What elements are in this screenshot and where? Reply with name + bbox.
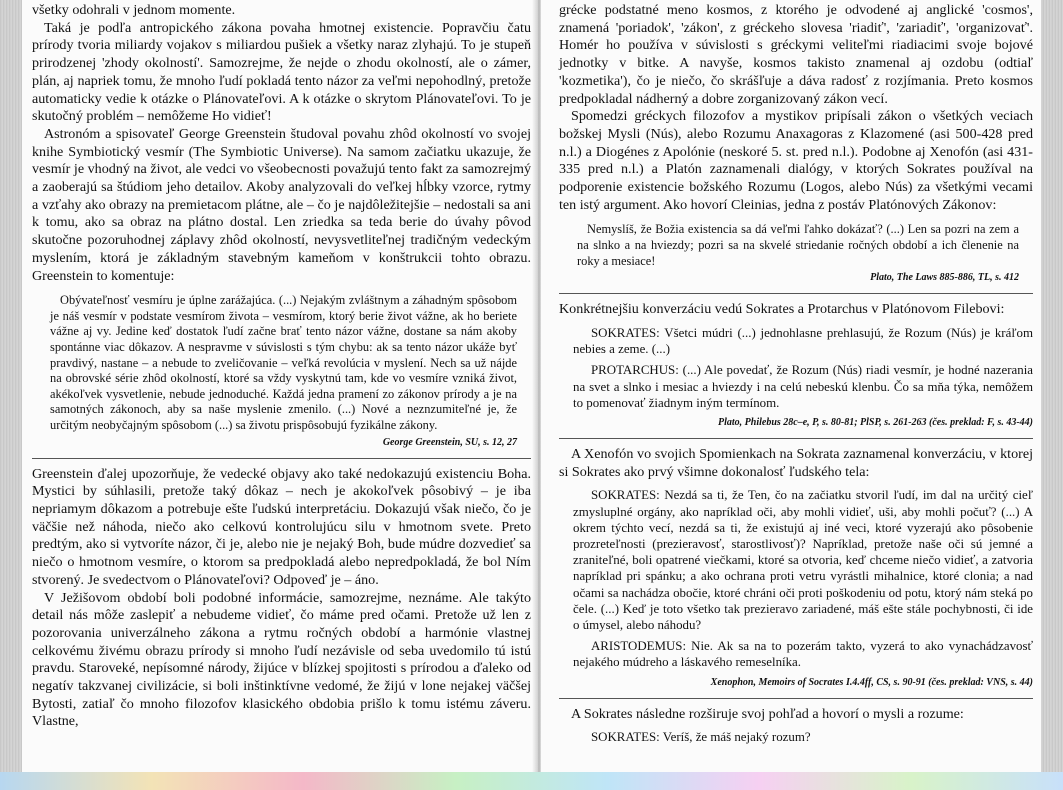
paragraph: Greenstein ďalej upozorňuje, že vedecké objavy ako také nedokazujú existenciu Boha. Mystici by súhlasili, pretože taký dôkaz – nech je akokoľvek pôsobivý – je iba nepriamym dôkazom a potrebuje ešte ľudskú interpretáciu. Dokazujú však niečo, čo je väčšie než náhoda, niečo ako celkovú kontrolujúcu silu v hmotnom svete. Preto predtým, ako si vytvoríte názor, či je, alebo nie je nejaký Boh, bude múdre dozvedieť sa niečo o hmotnom vesmíre, o ktorom sa predpokladá alebo nepredpokladá, že bol Ním stvorený. Je svedectvom o Plánovateľovi? Odpoveď je – áno. (32, 465, 531, 588)
paragraph: Taká je podľa antropického zákona povaha hmotnej existencie. Popravčiu čatu prírody tvoria miliardy vojakov s miliardou pušiek a všetky naraz zlyhajú. To je stupeň prirodzenej 'zhody okolností'. Samozrejme, že nejde o zhodu okolností, ale o zámer, plán, aj napriek tomu, že mnoho ľudí pokladá tento názor za veľmi nepohodlný, pretože automaticky vedie k otázke o Plánovateľovi. A k otázke o skrytom Plánovateľovi. To je skutočný problém – nemôžeme Ho vidieť! (32, 19, 531, 125)
paragraph: Astronóm a spisovateľ George Greenstein študoval povahu zhôd okolností vo svojej knihe Symbiotický vesmír (The Symbiotic Universe). Na samom začiatku ukazuje, že vesmír je vhodný na život, ale vedci vo všeobecnosti považujú tento fakt za samozrejmý a zaoberajú sa štúdiom jeho detailov. Akoby analyzovali do veľkej hĺbky vzorce, rytmy a vzťahy ako obrazy na premietacom plátne, ale – čo je najdôležitejšie – nedostali sa ani k tomu, ako sa obraz na plátno dostal. Len zriedka sa teda berie do úvahy pôvod skutočne pozoruhodnej záplavy zhôd okolností, nevysvetliteľnej tradičným vedeckým myslením, ktorá je základným stavebným kameňom v konštrukcii tohto obrazu. Greenstein to komentuje: (32, 125, 531, 284)
dialogue-citation: Plato, Philebus 28c–e, P, s. 80-81; PlSP, s. 261-263 (čes. preklad: F, s. 43-44) (718, 416, 1033, 428)
divider (559, 293, 1033, 294)
quote-citation: George Greenstein, SU, s. 12, 27 (382, 436, 517, 448)
dialogue-line: SOKRATES: Veríš, že máš nejaký rozum? (591, 730, 811, 745)
paragraph: A Xenofón vo svojich Spomienkach na Sokrata zaznamenal konverzáciu, v ktorej si Sokrates ako prvý všimne dokonalosť ľudského tela: (559, 445, 1033, 480)
dialogue-line: PROTARCHUS: (...) Ale povedať, že Rozum (Nús) riadi vesmír, je hodné nazerania na svet a slnko i mesiac a hviezdy i na celú nebeskú klenbu. Čo sa mňa týka, nemôžem to pomenovať žiadnym iným termínom. (573, 363, 1033, 410)
dialogue-block (573, 325, 1033, 430)
paragraph: V Ježišovom období boli podobné informácie, samozrejme, neznáme. Ale takýto detail nás môže zaslepiť a nebudeme vidieť, čo máme pred očami. Pretože už len z pozorovania univerzálneho zákona a rytmu ročných období a harmónie vlastnej celkovému živému obrazu prírody si mnoho ľudí nezávisle od seba uvedomilo tú istú pravdu. Staroveké, nepísomné národy, žijúce v blízkej spojitosti s prírodou a ďaleko od negatív takzvanej civilizácie, si boli inštinktívne vedomé, že žijú v lone nejakej väčšej Bytosti, zatiaľ čo mnoho filozofov klasického obdobia prišlo k tomu istému záveru. Vlastne, (32, 589, 531, 730)
right-page-text (559, 2, 1033, 750)
divider (559, 698, 1033, 699)
right-page (541, 0, 1041, 772)
quote-text: Nemyslíš, že Božia existencia sa dá veľmi ľahko dokázať? (...) Len sa pozri na zem a na slnko a na hviezdy; pozri sa na skvelé striedanie ročných období a ich členenie na roky a mesiace! (577, 222, 1019, 268)
paragraph: Konkrétnejšiu konverzáciu vedú Sokrates a Protarchus v Platónovom Filebovi: (559, 301, 1005, 318)
dialogue-block (573, 487, 1033, 689)
block-quote (50, 293, 517, 449)
paragraph: A Sokrates následne rozširuje svoj pohľad a hovorí o mysli a rozume: (571, 705, 964, 722)
left-page (22, 0, 537, 772)
paragraph: všetky odohrali v jednom momente. (32, 2, 236, 18)
left-page-text (32, 2, 531, 731)
paragraph: grécke podstatné meno kosmos, z ktorého je odvodené aj anglické 'cosmos', znamená 'poriadok', 'zákon', z gréckeho slovesa 'riadiť', 'zariadiť', 'organizovať'. Homér ho používa v súvislosti s gréckymi veliteľmi riadiacimi svoje bojové jednotky v bitke. A navyše, kosmos takisto znamenal aj ozdobu (odtiaľ 'kozmetika'), čo je niečo, čo skrášľuje a dáva radosť z rozjímania. Preto kosmos predpokladal nádherný a dobre zorganizovaný zákon vecí. (559, 2, 1033, 107)
dialogue-citation: Xenophon, Memoirs of Socrates I.4.4ff, CS, s. 90-91 (čes. preklad: VNS, s. 44) (710, 676, 1033, 688)
dialogue-line: SOKRATES: Všetci múdri (...) jednohlasne prehlasujú, že Rozum (Nús) je kráľom nebies a zeme. (...) (573, 325, 1033, 357)
block-quote (577, 222, 1019, 285)
paragraph: Spomedzi gréckych filozofov a mystikov pripísali zákon o všetkých veciach božskej Mysli (Nús), alebo Rozumu Anaxagoras z Klazomené (asi 500-428 pred n.l.) a Diogénes z Apolónie (neskoré 5. st. pred n.l.). Podobne aj Xenofón (asi 431-335 pred n.l.) a Platón zaznamenali dialógy, v ktorých Sokrates používal na podporenie existencie božského Rozumu (Logos, alebo Nús) za všetkými vecami ten istý argument. Ako hovorí Cleinias, jedna z postáv Platónových Zákonov: (559, 108, 1033, 213)
dialogue-line: ARISTODEMUS: Nie. Ak sa na to pozerám takto, vyzerá to ako vynachádzavosť nejakého múdreho a láskavého remeselníka. (573, 639, 1033, 670)
quote-citation: Plato, The Laws 885-886, TL, s. 412 (870, 272, 1019, 284)
quote-text: Obývateľnosť vesmíru je úplne zarážajúca. (...) Nejakým zvláštnym a záhadným spôsobom je náš vesmír v podstate vesmírom života – vesmírom, ktorý berie život vážne, ak ho beriete vážne aj vy. Jedine keď dostatok ľudí začne brať tento názor vážne, dostane sa nám akoby spontánne viac dôkazov. A nespravme v súvislosti s tým chybu: ak sa tento názor ukáže byť pravdivý, nastane – a nebude to zveličovanie – veľká revolúcia v myslení. Nech sa už nájde na obrovské série zhôd okolností, ktoré sa vždy vyskytnú tam, kde vo vesmíre vzniká život, akékoľvek vysvetlenie, nebude jednoduché. Každá jedna pramení zo zákonov prírody a je na samotných zákonoch, aby sa naše myslenie zmenilo. (...) Nové a neznzumiteľné je, že určitým neobyčajným spôsobom (...) sa životu prispôsobujú fyzikálne zákony. (50, 293, 517, 432)
page-edges-right (1041, 0, 1063, 790)
dialogue-line: SOKRATES: Nezdá sa ti, že Ten, čo na začiatku stvoril ľudí, im dal na určitý cieľ zmysluplné orgány, ako napríklad oči, aby mohli vidieť, uši, aby mohli počuť? (...) A okrem týchto vecí, nezdá sa ti, že existujú aj iné veci, ktoré vyzerajú ako pôsobenie prozreteľnosti (prezieravosť, starostlivosť)? Napríklad, pretože naše oči sú jemné a zraniteľné, boli opatrené viečkami, ktoré sa otvoria, keď chceme niečo vidieť, a zatvoria napríklad pri spánku; a ako ochrana proti vetru vyrástli mihalnice, ktoré clonia; a nad očami sa nachádza obočie, ktoré chráni oči proti poškodeniu od potu, ktorý nám steká po čele. (...) Keď je toto všetko tak prezieravo zariadené, máš ešte stále pochybnosti, či ide o úmysel, alebo náhodu? (573, 488, 1033, 632)
dialogue-block (573, 729, 1033, 745)
page-bottom-edge (0, 772, 1063, 790)
page-edges-left (0, 0, 22, 790)
divider (32, 458, 531, 459)
divider (559, 438, 1033, 439)
